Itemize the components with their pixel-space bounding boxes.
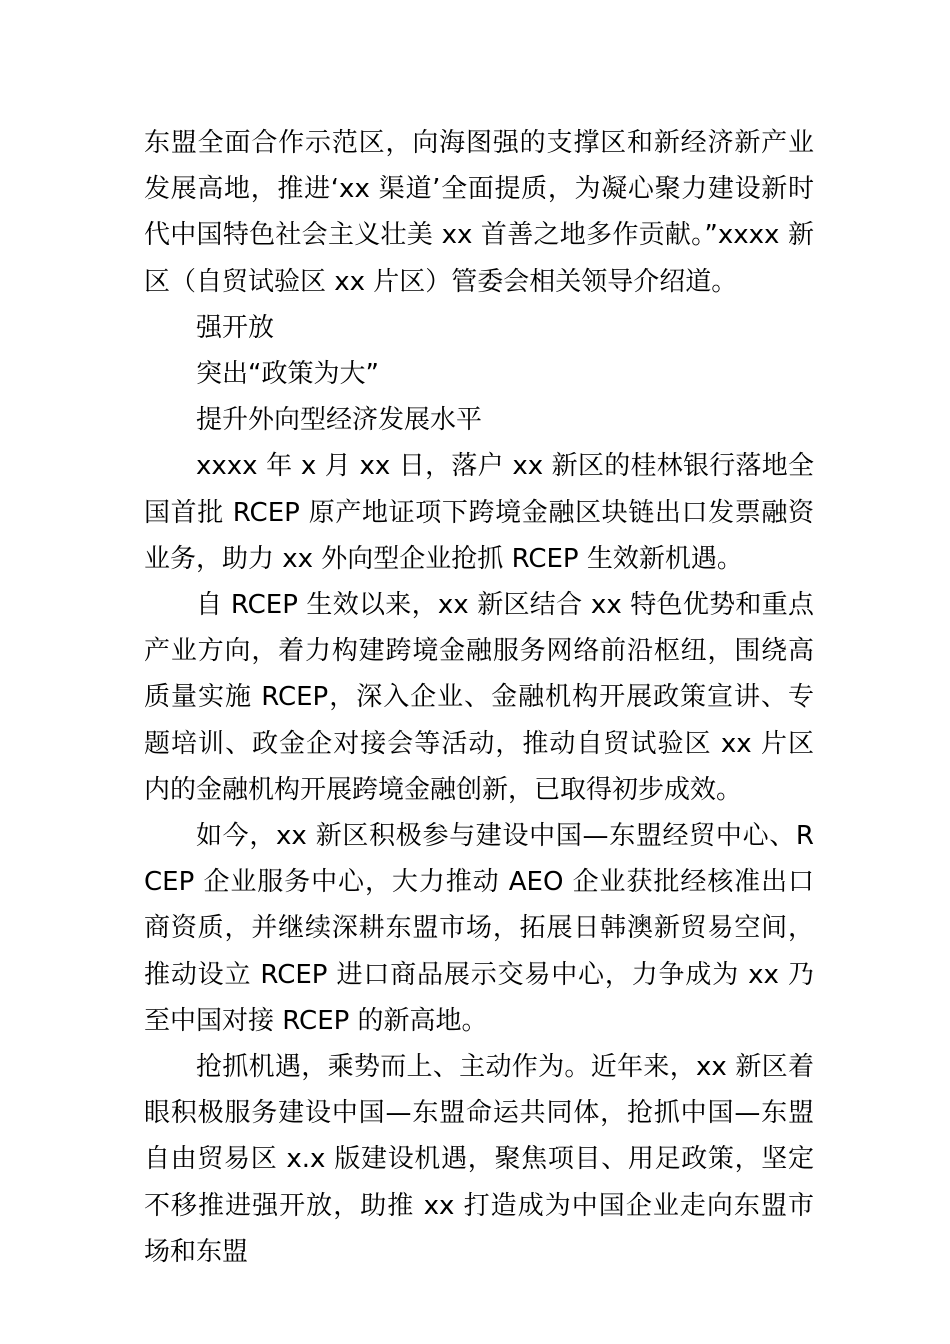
document-body: [144, 120, 814, 1275]
subheading-policy: 突出“政策为大”: [196, 359, 379, 390]
subheading-open: 强开放: [196, 312, 275, 343]
paragraph-continuation: 东盟全面合作示范区，向海图强的支撑区和新经济新产业发展高地，推进‘xx 渠道’全面提质，为凝心聚力建设新时代中国特色社会主义壮美 xx 首善之地多作贡献。”xxxx 新区（自贸试验区 xx 片区）管委会相关领导介绍道。: [144, 128, 814, 297]
subheading-economy: 提升外向型经济发展水平: [196, 405, 483, 436]
paragraph-bank: xxxx 年 x 月 xx 日，落户 xx 新区的桂林银行落地全国首批 RCEP 原产地证项下跨境金融区块链出口发票融资业务，助力 xx 外向型企业抢抓 RCEP 生效新机遇。: [144, 451, 814, 574]
paragraph-opportunity: 抢抓机遇，乘势而上、主动作为。近年来，xx 新区着眼积极服务建设中国—东盟命运共同体，抢抓中国—东盟自由贸易区 x.x 版建设机遇，聚焦项目、用足政策，坚定不移推进强开放，助推 xx 打造成为中国企业走向东盟市场和东盟: [144, 1052, 814, 1267]
paragraph-rcep: 自 RCEP 生效以来，xx 新区结合 xx 特色优势和重点产业方向，着力构建跨境金融服务网络前沿枢纽，围绕高质量实施 RCEP，深入企业、金融机构开展政策宣讲、专题培训、政金企对接会等活动，推动自贸试验区 xx 片区内的金融机构开展跨境金融创新，已取得初步成效。: [144, 590, 814, 805]
paragraph-current: 如今，xx 新区积极参与建设中国—东盟经贸中心、RCEP 企业服务中心，大力推动 AEO 企业获批经核准出口商资质，并继续深耕东盟市场，拓展日韩澳新贸易空间，推动设立 RCEP 进口商品展示交易中心，力争成为 xx 乃至中国对接 RCEP 的新高地。: [144, 821, 814, 1036]
